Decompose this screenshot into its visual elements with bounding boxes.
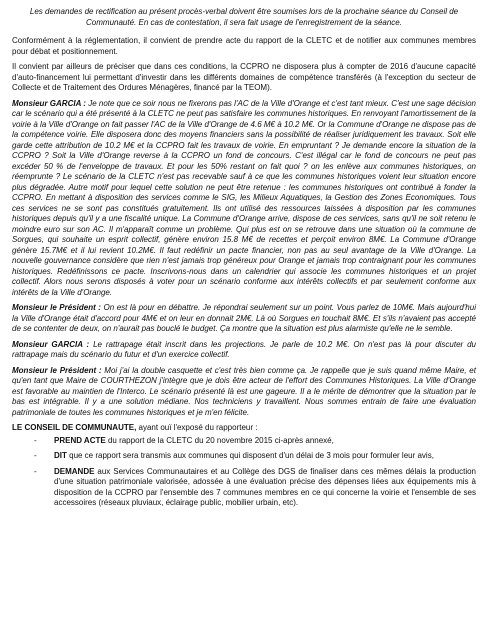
decision-text: du rapport de la CLETC du 20 novembre 2015 ci-après annexé, [105,435,334,445]
speaker-name: Monsieur le Président : [12,303,101,312]
speech-text: Moi j'ai la double casquette et c'est très bien comme ça. Je rappelle que je suis quand même Maire, et qu'en tant que Maire de COURTHEZON j'intègre que je dois être acteur de l'effort des Communes Historiques. La Ville d'Orange est favorable au maintien de l'Interco. Le scénario présenté là est une gageure. Il a le mérite de démontrer que la situation par le bas est intégrable. Il y a une solution médiane. Nos techniciens y travaillent. Nous sommes entrain de faire une évaluation patrimoniale de toutes les communes historiques et je m'en félicite. [12,365,476,417]
rectification-notice: Les demandes de rectification au présent procès-verbal doivent être soumises lors de la prochaine séance du Conseil de Communauté. En cas de contestation, il sera fait usage de l'enregistrement de la séance. [29,7,459,27]
list-dash: - [34,435,37,445]
speaker-name: Monsieur GARCIA : [12,339,90,349]
speaker-name: Monsieur GARCIA : [12,98,86,108]
decision-item-demande [12,467,476,509]
list-dash: - [34,451,37,460]
decision-list [12,436,476,509]
speaker-name: Monsieur le Président : [12,365,102,375]
decision-item-prend-acte [12,436,476,447]
debate-paragraph-garcia-2 [12,340,476,361]
decision-verb: DIT [54,451,67,460]
decision-text: aux Services Communautaires et au Collège des DGS de finaliser dans ces mêmes délais la production d'une situation patrimoniale valorisée, adossée à une évaluation précise des dépenses liées aux équipements mis à disposition de la CCPRO par l'ensemble des 7 communes membres en ce qui concerne la voirie et l'ensemble de ses accessoires (réseaux pluviaux, éclairage public, mobilier urbain, etc). [54,466,476,507]
debate-paragraph-president-1 [12,303,476,335]
speech-text: Le rattrapage était inscrit dans les projections. Je parle de 10.2 M€. On n'est pas là pour discuter du rattrapage mais du scénario du futur et d'un exercice collectif. [12,339,476,359]
decision-text: que ce rapport sera transmis aux communes qui disposent d'un délai de 3 mois pour formuler leur avis, [66,451,434,460]
debate-paragraph-president-2 [12,366,476,419]
decision-verb: PREND ACTE [54,435,106,445]
intro-paragraph-2: Il convient par ailleurs de préciser que dans ces conditions, la CCPRO ne disposera plus à compter de 2016 d'aucune capacité d'auto-financement lui permettant d'investir dans les différents domaines de compétence transférés (à l'exception du secteur de Collecte et de Traitement des Ordures Ménagères, financé par la TEOM). [12,62,476,92]
council-decision-intro [12,423,476,434]
speech-text: On est là pour en débattre. Je répondrai seulement sur un point. Vous parlez de 10M€. Mais aujourd'hui la Ville d'Orange était d'accord pour 4M€ et on leur en donnait 2M€. Là où Sorgues en touchait 8M€. Et s'ils n'avaient pas accepté de se contenter de deux, on n'aurait pas bouclé le budget. Ça montre que la situation est plus alarmiste qu'elle ne le semble. [12,303,476,333]
list-dash: - [34,466,37,476]
intro-paragraph-1: Conformément à la réglementation, il convient de prendre acte du rapport de la CLETC et de notifier aux communes membres pour débat et positionnement. [12,36,476,56]
decision-item-dit [12,451,476,462]
decision-verb: DEMANDE [54,466,95,476]
debate-paragraph-garcia-1 [12,99,476,299]
council-intro-text: ayant ouï l'exposé du rapporteur : [136,423,258,432]
council-heading: LE CONSEIL DE COMMUNAUTE, [12,423,137,432]
speech-text: Je note que ce soir nous ne fixerons pas l'AC de la Ville d'Orange et c'est tant mieux. C'est une sage décision car le scénario qui a été présenté à la CLETC ne peut pas satisfaire les communes historiques. En renvoyant l'amortissement de la voirie à la Ville d'Orange on fait passer l'AC de la Ville d'Orange de 4.6 M€ à 10.2 M€. Or la Commune d'Orange ne dispose pas de la compétence voirie. Elle disposera donc des moyens financiers sans la possibilité de réaliser juridiquement les travaux. Soit elle garde cette attribution de 10.2 M€ et la CCPRO fait les travaux de voirie. En empruntant ? Je demande encore la situation de la CCPRO ? Soit la Ville d'Orange reverse à la CCPRO un fond de concours. C'est illégal car le fond de concours ne peut pas excéder 50 % de l'enveloppe de travaux. Et pour les 50% restant on fait quoi ? on les enlève aux communes historiques, on réemprunte ? Le scénario de la CLETC n'est pas recevable sauf à ce que les communes historiques voient leur situation encore plus dégradée. Autre motif pour lequel cette solution ne peut être retenue : les communes historiques ont contribué à fonder la CCPRO. En mettant à disposition des services comme le SIG, les Milieux Aquatiques, la Gestion des Zones Economiques. Tous ces services ne se sont pas constitués gratuitement. Ils ont utilisé des ressources laissées à disposition par les communes historiques depuis qu'il y a une fiscalité unique. La Commune d'Orange arrive, dispose de ces services, sans qu'il ne soit retenu le moindre euro sur son AC. Il m'apparaît comme un problème. Qui plus est on se retrouve dans une situation où la commune de Sorgues, qui souhaite un esprit collectif, génère environ 15.8 M€ de recettes et perçoit environ 8M€. La Commune d'Orange génère 15.7M€ et il lui revient 10.2M€. Il faut redéfinir un pacte financier, non pas au seul avantage de la Ville d'Orange. La nouvelle gouvernance considère que rien n'est jamais trop généreux pour Orange et jamais trop contraignant pour les communes historiques. Redéfinissons ce pacte. Inscrivons-nous dans un calendrier qui associe les communes historiques et un projet collectif. Alors nous serons disposés à voter pour un scénario conforme aux intérêts collectifs et par seulement conforme aux intérêts de la Ville d'Orange. [12,98,476,297]
